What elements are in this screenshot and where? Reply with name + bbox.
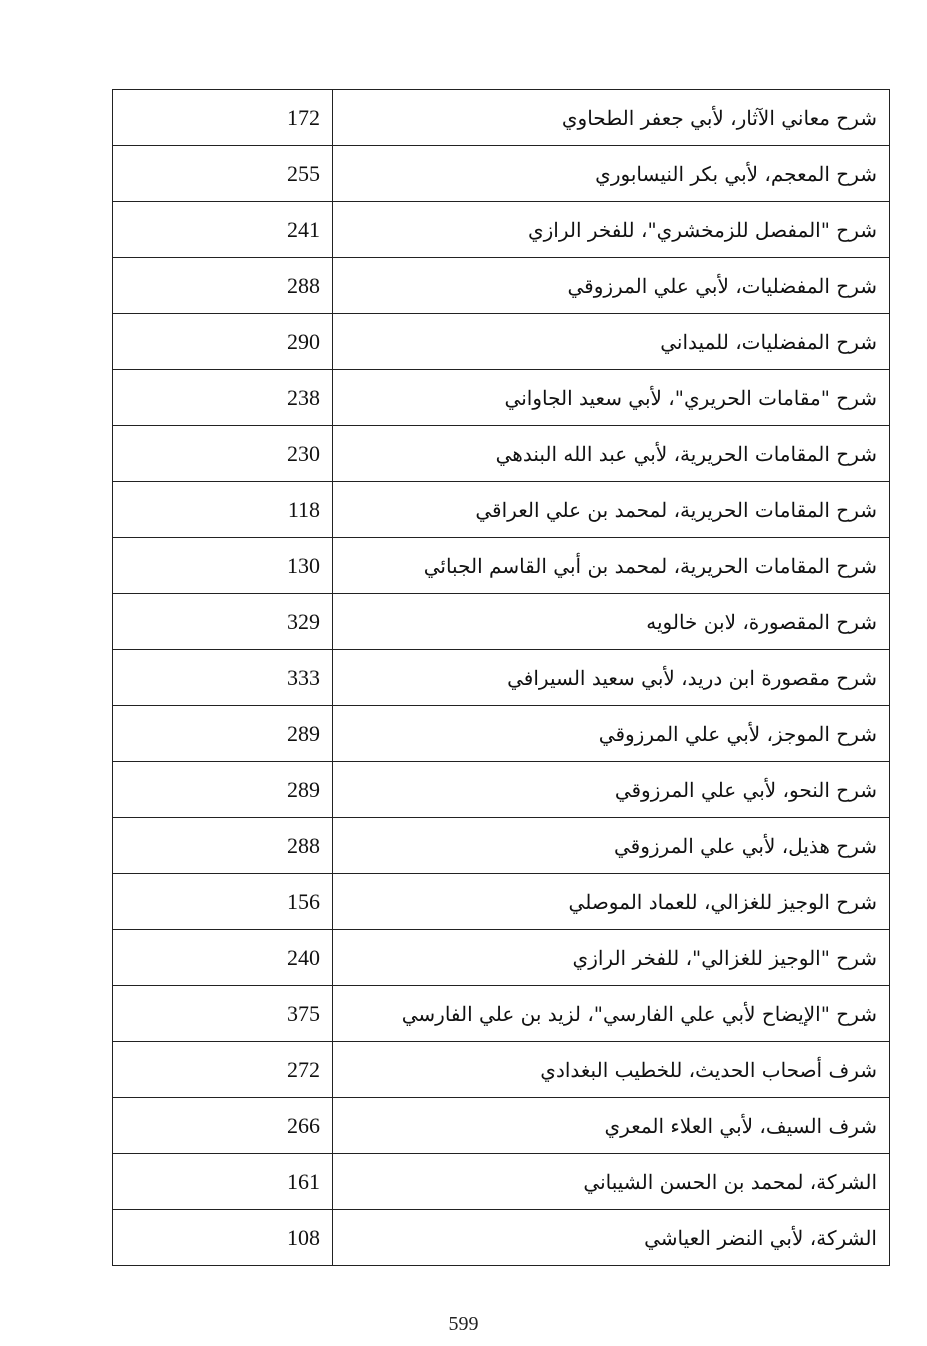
table-row bbox=[113, 314, 890, 370]
page-reference: 266 bbox=[113, 1098, 333, 1154]
page-reference: 289 bbox=[113, 706, 333, 762]
table-row bbox=[113, 1210, 890, 1266]
table-row bbox=[113, 1042, 890, 1098]
table-row bbox=[113, 370, 890, 426]
page-reference: 240 bbox=[113, 930, 333, 986]
book-title: شرح "المفصل للزمخشري"، للفخر الرازي bbox=[333, 202, 890, 258]
table-row bbox=[113, 930, 890, 986]
book-title: شرح "الوجيز للغزالي"، للفخر الرازي bbox=[333, 930, 890, 986]
book-title: شرح هذيل، لأبي علي المرزوقي bbox=[333, 818, 890, 874]
table-row bbox=[113, 482, 890, 538]
book-title: الشركة، لأبي النضر العياشي bbox=[333, 1210, 890, 1266]
page-reference: 238 bbox=[113, 370, 333, 426]
page-number: 599 bbox=[448, 1313, 479, 1335]
page-reference: 161 bbox=[113, 1154, 333, 1210]
book-title: الشركة، لمحمد بن الحسن الشيباني bbox=[333, 1154, 890, 1210]
table-row bbox=[113, 258, 890, 314]
page-reference: 289 bbox=[113, 762, 333, 818]
table-row bbox=[113, 986, 890, 1042]
index-table-body bbox=[113, 90, 890, 1266]
page-reference: 375 bbox=[113, 986, 333, 1042]
book-title: شرح المقامات الحريرية، لمحمد بن أبي القاسم الجبائي bbox=[333, 538, 890, 594]
page-reference: 272 bbox=[113, 1042, 333, 1098]
page-reference: 329 bbox=[113, 594, 333, 650]
page-reference: 230 bbox=[113, 426, 333, 482]
table-row bbox=[113, 146, 890, 202]
page-reference: 288 bbox=[113, 258, 333, 314]
table-row bbox=[113, 1098, 890, 1154]
page-reference: 288 bbox=[113, 818, 333, 874]
page-reference: 255 bbox=[113, 146, 333, 202]
page-reference: 108 bbox=[113, 1210, 333, 1266]
table-row bbox=[113, 818, 890, 874]
index-table bbox=[112, 89, 890, 1266]
book-title: شرح الموجز، لأبي علي المرزوقي bbox=[333, 706, 890, 762]
book-title: شرح المعجم، لأبي بكر النيسابوري bbox=[333, 146, 890, 202]
book-title: شرح المفضليات، لأبي علي المرزوقي bbox=[333, 258, 890, 314]
book-title: شرح النحو، لأبي علي المرزوقي bbox=[333, 762, 890, 818]
book-title: شرح "مقامات الحريري"، لأبي سعيد الجاواني bbox=[333, 370, 890, 426]
table-row bbox=[113, 1154, 890, 1210]
book-title: شرح المقامات الحريرية، لمحمد بن علي العراقي bbox=[333, 482, 890, 538]
table-row bbox=[113, 650, 890, 706]
page-reference: 241 bbox=[113, 202, 333, 258]
book-title: شرح "الإيضاح لأبي علي الفارسي"، لزيد بن علي الفارسي bbox=[333, 986, 890, 1042]
page-reference: 172 bbox=[113, 90, 333, 146]
table-row bbox=[113, 706, 890, 762]
table-row bbox=[113, 538, 890, 594]
book-title: شرف السيف، لأبي العلاء المعري bbox=[333, 1098, 890, 1154]
table-row bbox=[113, 90, 890, 146]
book-title: شرح معاني الآثار، لأبي جعفر الطحاوي bbox=[333, 90, 890, 146]
book-title: شرح المفضليات، للميداني bbox=[333, 314, 890, 370]
book-title: شرح المقصورة، لابن خالويه bbox=[333, 594, 890, 650]
page-reference: 290 bbox=[113, 314, 333, 370]
table-row bbox=[113, 874, 890, 930]
table-row bbox=[113, 594, 890, 650]
book-title: شرح المقامات الحريرية، لأبي عبد الله البندهي bbox=[333, 426, 890, 482]
table-row bbox=[113, 202, 890, 258]
page-reference: 333 bbox=[113, 650, 333, 706]
book-title: شرف أصحاب الحديث، للخطيب البغدادي bbox=[333, 1042, 890, 1098]
page-reference: 118 bbox=[113, 482, 333, 538]
page-reference: 130 bbox=[113, 538, 333, 594]
page-reference: 156 bbox=[113, 874, 333, 930]
table-row bbox=[113, 762, 890, 818]
book-title: شرح مقصورة ابن دريد، لأبي سعيد السيرافي bbox=[333, 650, 890, 706]
book-title: شرح الوجيز للغزالي، للعماد الموصلي bbox=[333, 874, 890, 930]
table-row bbox=[113, 426, 890, 482]
